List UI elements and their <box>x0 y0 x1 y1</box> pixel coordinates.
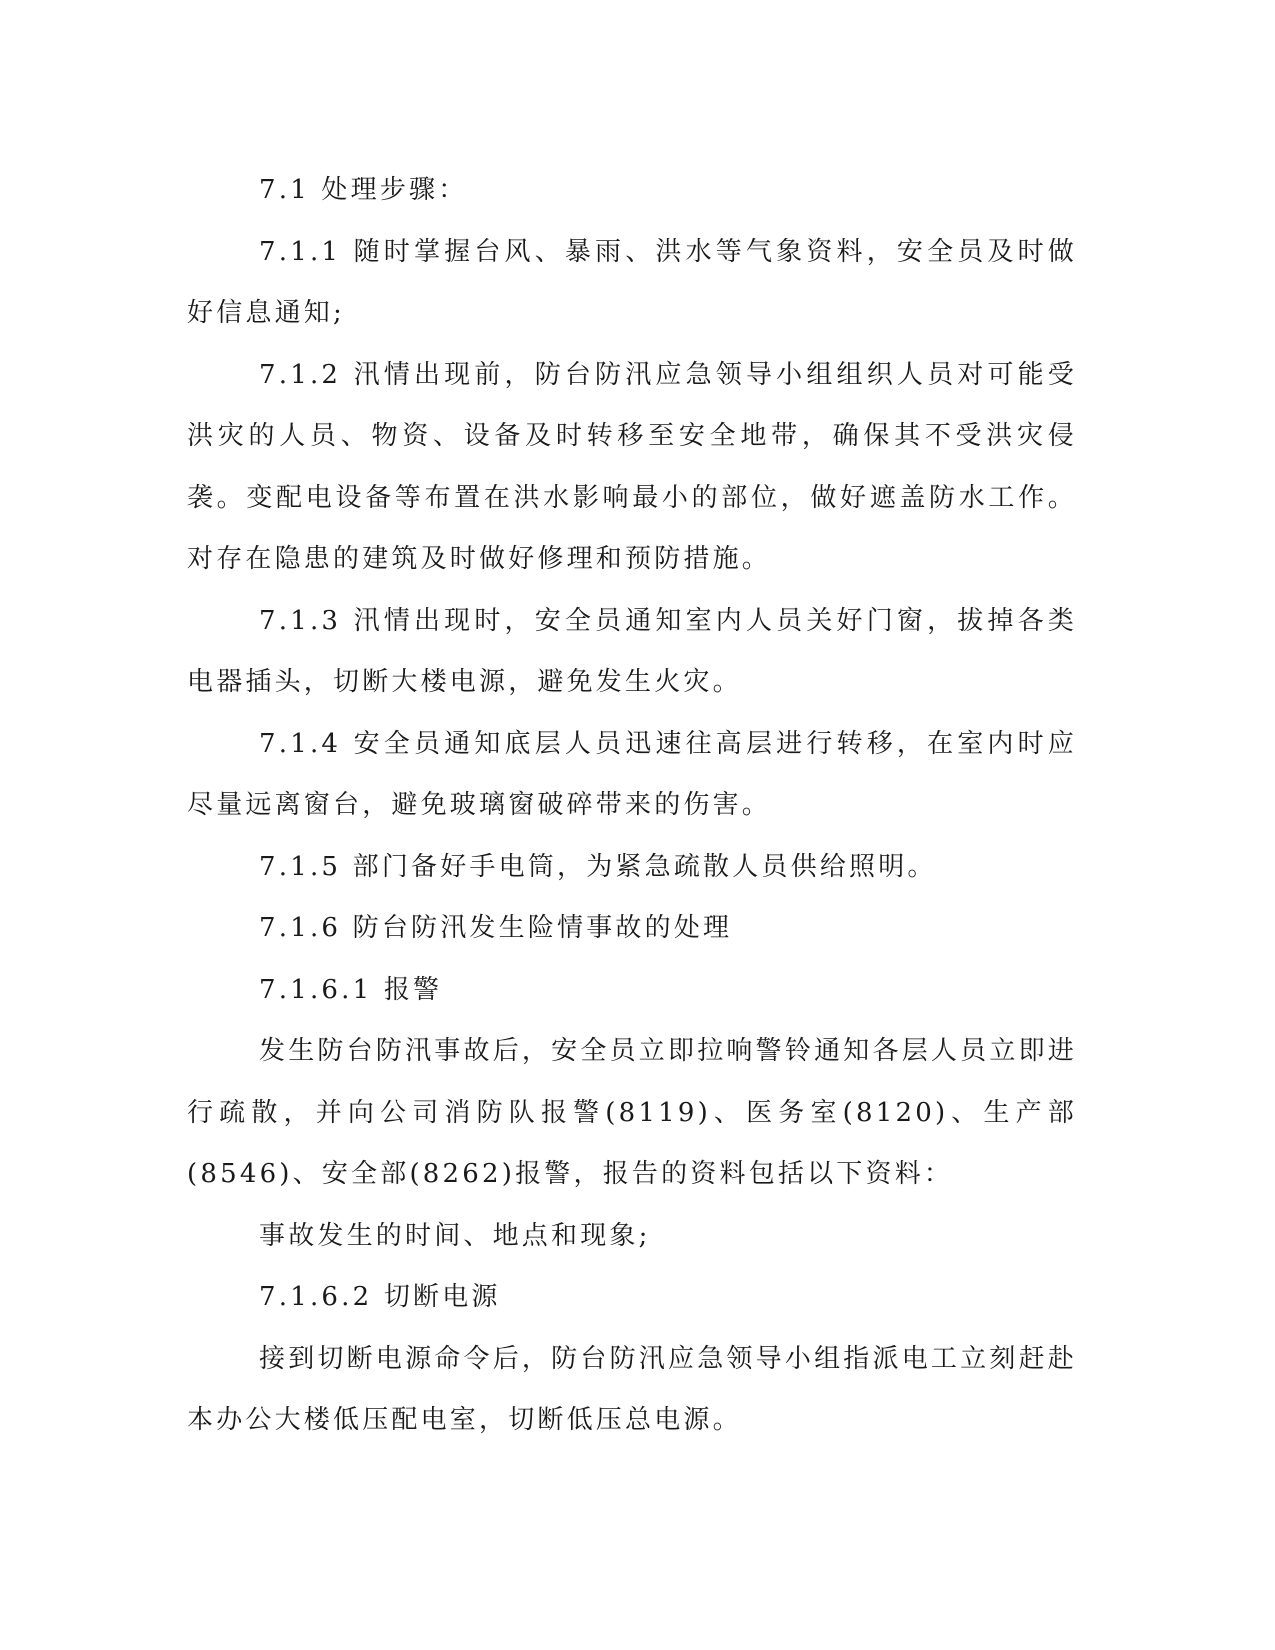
paragraph-7-1-2: 7.1.2 汛情出现前，防台防汛应急领导小组组织人员对可能受洪灾的人员、物资、设备及时转移至安全地带，确保其不受洪灾侵袭。变配电设备等布置在洪水影响最小的部位，做好遮盖防水工作。对存在隐患的建筑及时做好修理和预防措施。 <box>187 359 1077 574</box>
paragraph-7-1-5: 7.1.5 部门备好手电筒，为紧急疏散人员供给照明。 <box>259 851 937 882</box>
document-page <box>187 160 1077 1452</box>
paragraph-incident-info: 事故发生的时间、地点和现象; <box>259 1220 651 1251</box>
paragraph-7-1-4: 7.1.4 安全员通知底层人员迅速往高层进行转移，在室内时应尽量远离窗台，避免玻璃窗破碎带来的伤害。 <box>187 728 1077 820</box>
paragraph-7-1-3: 7.1.3 汛情出现时，安全员通知室内人员关好门窗，拔掉各类电器插头，切断大楼电源，避免发生火灾。 <box>187 605 1077 697</box>
heading-7-1-6-1: 7.1.6.1 报警 <box>259 974 443 1005</box>
paragraph-power-cutoff: 接到切断电源命令后，防台防汛应急领导小组指派电工立刻赶赴本办公大楼低压配电室，切断低压总电源。 <box>187 1343 1077 1435</box>
heading-7-1: 7.1 处理步骤： <box>259 175 468 205</box>
heading-7-1-6-2: 7.1.6.2 切断电源 <box>259 1282 501 1312</box>
paragraph-alarm: 发生防台防汛事故后，安全员立即拉响警铃通知各层人员立即进行疏散，并向公司消防队报警(8119)、医务室(8120)、生产部(8546)、安全部(8262)报警，报告的资料包括以下资料： <box>187 1036 1077 1189</box>
paragraph-7-1-1: 7.1.1 随时掌握台风、暴雨、洪水等气象资料，安全员及时做好信息通知; <box>187 236 1077 328</box>
heading-7-1-6: 7.1.6 防台防汛发生险情事故的处理 <box>259 913 733 943</box>
